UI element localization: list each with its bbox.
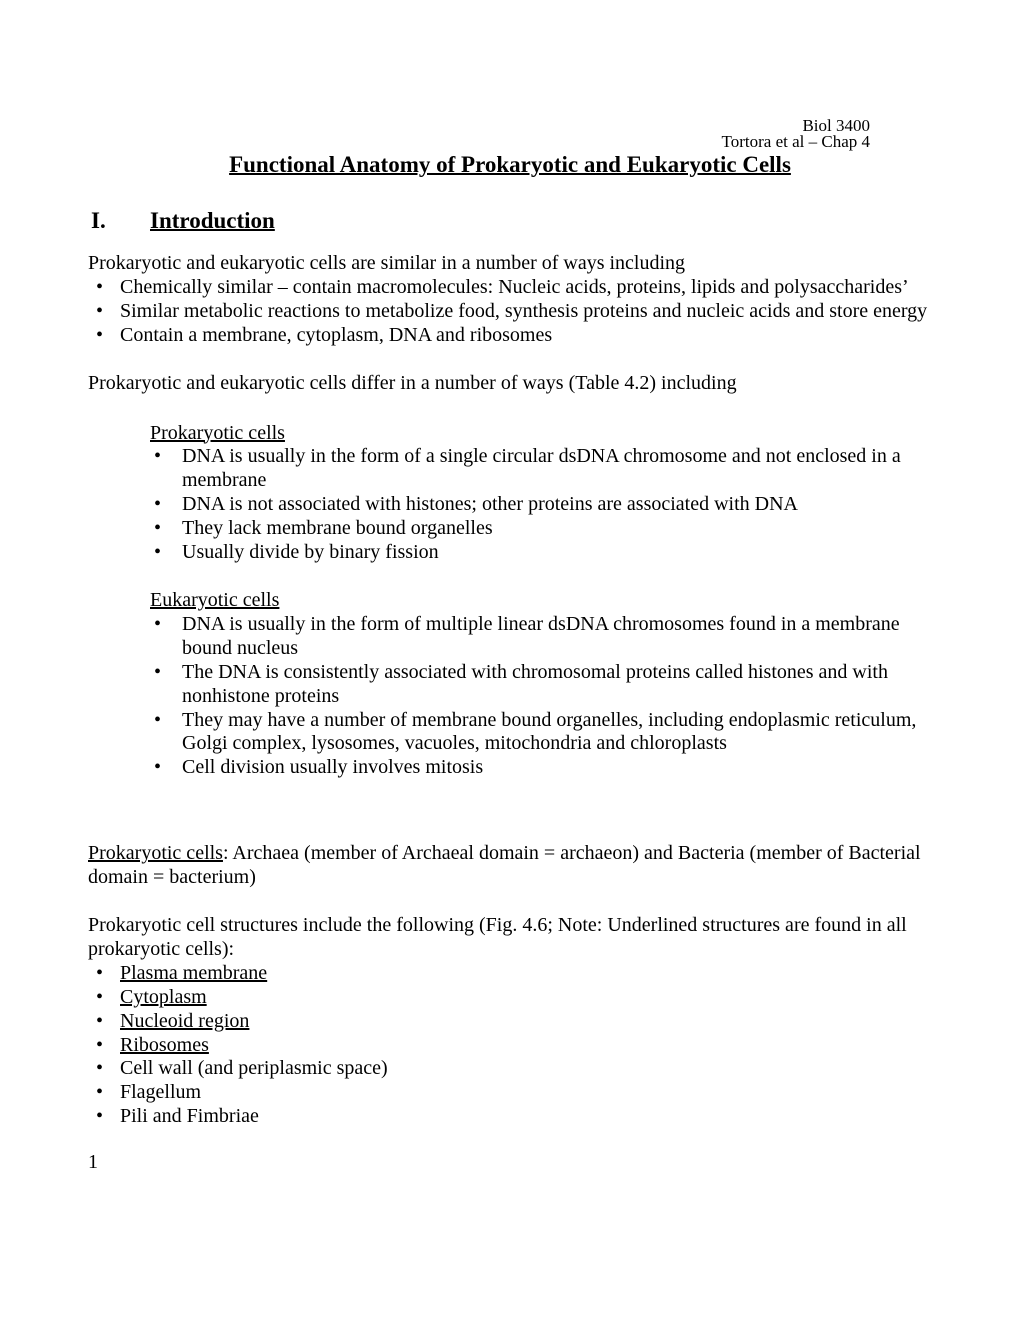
doc-header-course: Biol 3400 (802, 116, 870, 135)
bullet-item (88, 1105, 932, 1129)
list-similar (88, 276, 932, 348)
bullet-item (88, 1057, 932, 1081)
paragraph-domains-rest: : Archaea (member of Archaeal domain = archaeon) and Bacteria (member of Bacterial domain = bacterium) (88, 842, 921, 889)
section-heading (91, 206, 932, 236)
bullet-item: • Similar metabolic reactions to metabolize food, synthesis proteins and nucleic acids and store energy (88, 300, 932, 324)
list-prokaryotic (88, 445, 932, 565)
bullet-item: • DNA is usually in the form of multiple linear dsDNA chromosomes found in a membrane bound nucleus (88, 613, 932, 661)
bullet-item (88, 986, 932, 1010)
bullet-item: • DNA is not associated with histones; other proteins are associated with DNA (88, 493, 932, 517)
bullet-item (88, 1034, 932, 1058)
structure-label: Flagellum (120, 1081, 202, 1104)
document-content (88, 150, 932, 1175)
list-eukaryotic (88, 613, 932, 780)
doc-header-source: Tortora et al – Chap 4 (721, 132, 870, 151)
page-number: 1 (88, 1151, 98, 1174)
bullet-item: • They may have a number of membrane bound organelles, including endoplasmic reticulum, Golgi complex, lysosomes, vacuoles, mitochondria and chloroplasts (88, 709, 932, 757)
bullet-item: • Usually divide by binary fission (88, 541, 932, 565)
subsection-label-eukaryotic: Eukaryotic cells (150, 588, 280, 611)
structure-label: Cytoplasm (120, 985, 207, 1008)
structure-label: Pili and Fimbriae (120, 1105, 259, 1128)
bullet-item: • Chemically similar – contain macromolecules: Nucleic acids, proteins, lipids and polysaccharides’ (88, 276, 932, 300)
doc-header (722, 118, 870, 150)
structure-label: Ribosomes (120, 1033, 209, 1056)
bullet-item (88, 1010, 932, 1034)
paragraph-differ-lead: Prokaryotic and eukaryotic cells differ in a number of ways (Table 4.2) including (88, 371, 737, 394)
section-title: Introduction (150, 208, 275, 233)
bullet-item: • Contain a membrane, cytoplasm, DNA and ribosomes (88, 324, 932, 348)
bullet-item: • Cell division usually involves mitosis (88, 756, 932, 780)
bullet-item: • They lack membrane bound organelles (88, 517, 932, 541)
doc-title: Functional Anatomy of Prokaryotic and Eukaryotic Cells (229, 152, 791, 177)
paragraph-domains (88, 842, 932, 890)
subsection-label-prokaryotic: Prokaryotic cells (150, 421, 285, 444)
bullet-item: • The DNA is consistently associated with chromosomal proteins called histones and with nonhistone proteins (88, 661, 932, 709)
bullet-item (88, 962, 932, 986)
structure-label: Cell wall (and periplasmic space) (120, 1057, 388, 1080)
paragraph-similar-lead: Prokaryotic and eukaryotic cells are similar in a number of ways including (88, 252, 686, 274)
structure-label: Plasma membrane (120, 961, 268, 984)
section-numeral: I. (91, 208, 106, 233)
bullet-item: • DNA is usually in the form of a single circular dsDNA chromosome and not enclosed in a membrane (88, 445, 932, 493)
bullet-item (88, 1081, 932, 1105)
paragraph-domains-lead: Prokaryotic cells (88, 842, 223, 865)
structure-label: Nucleoid region (120, 1009, 250, 1032)
list-structures (88, 962, 932, 1129)
paragraph-structures-lead: Prokaryotic cell structures include the following (Fig. 4.6; Note: Underlined structures are found in all prokaryotic cells): (88, 914, 907, 960)
